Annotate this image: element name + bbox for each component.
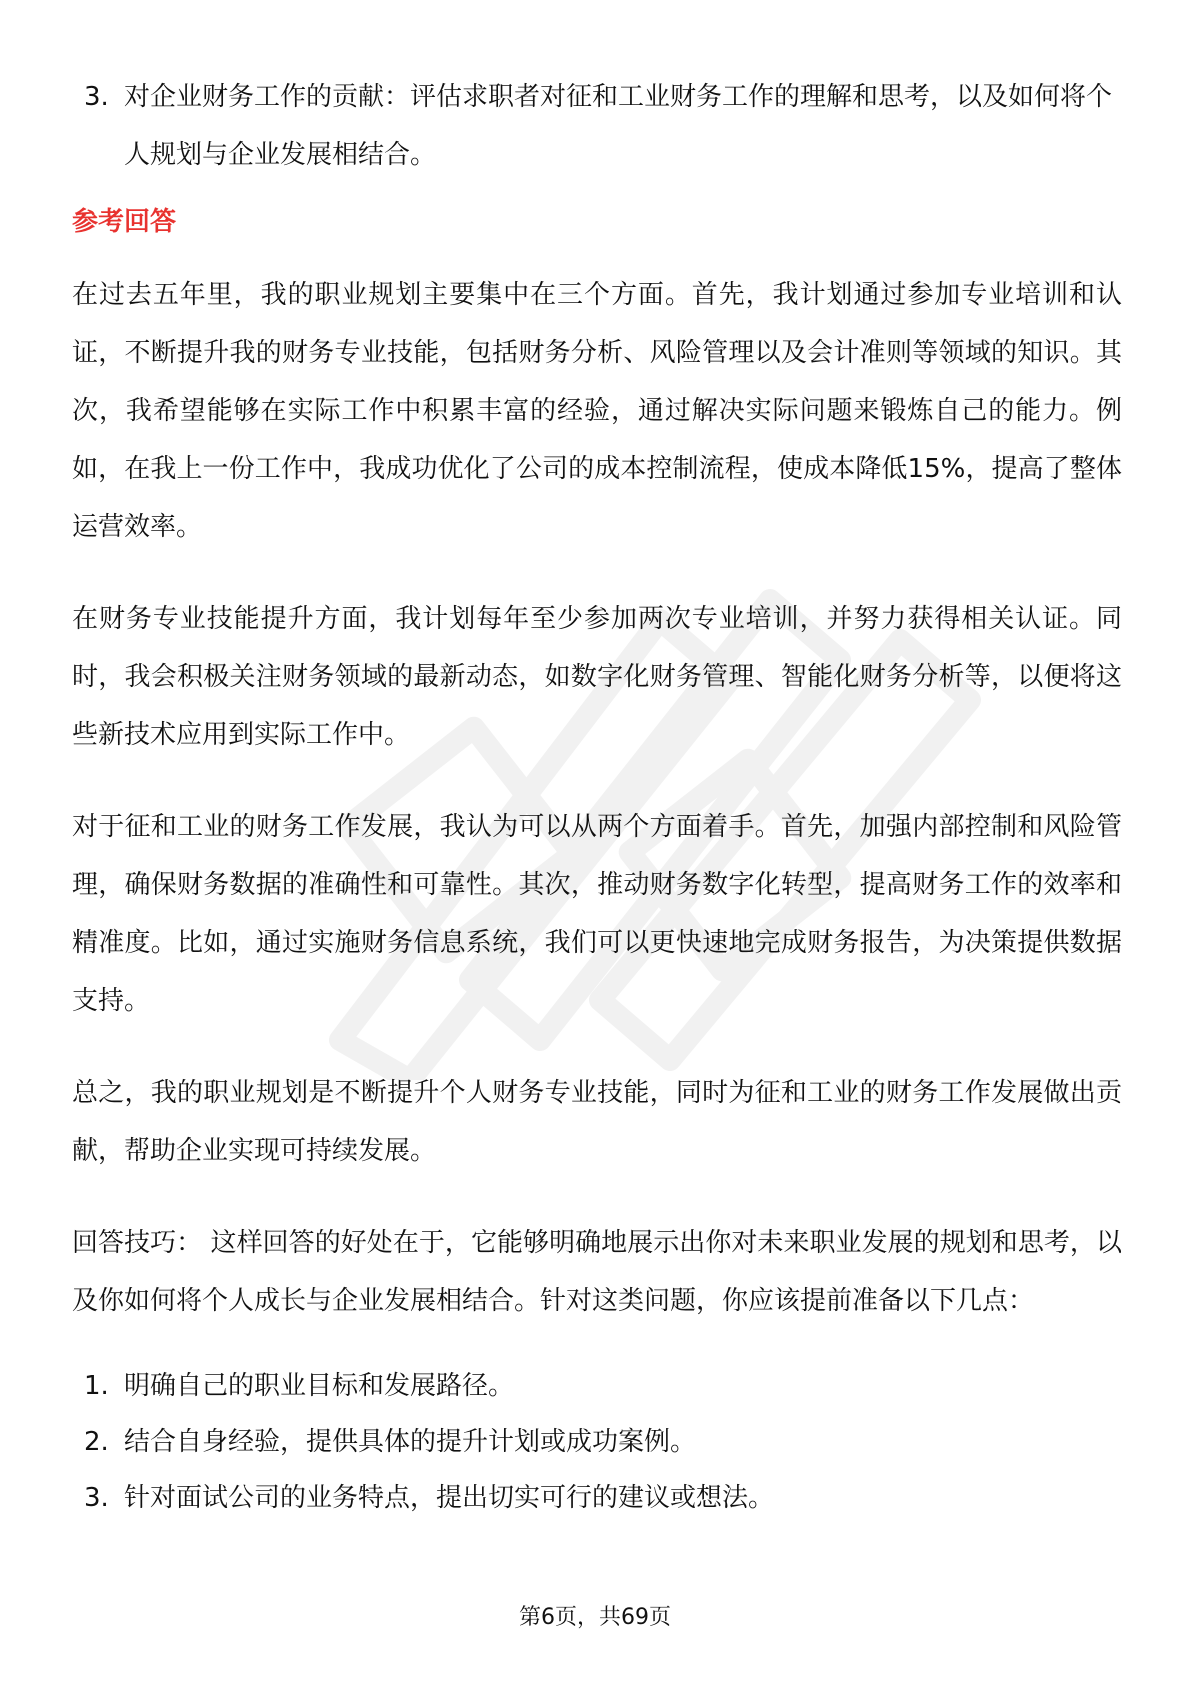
tip-label: 回答技巧： xyxy=(72,1228,203,1258)
list-number: 3. xyxy=(84,1483,109,1513)
list-item xyxy=(72,1358,1122,1414)
list-item-text: 对企业财务工作的贡献：评估求职者对征和工业财务工作的理解和思考，以及如何将个人规划与企业发展相结合。 xyxy=(124,82,1113,170)
paragraph-1: 在过去五年里，我的职业规划主要集中在三个方面。首先，我计划通过参加专业培训和认证，不断提升我的财务专业技能，包括财务分析、风险管理以及会计准则等领域的知识。其次，我希望能够在实际工作中积累丰富的经验，通过解决实际问题来锻炼自己的能力。例如，在我上一份工作中，我成功优化了公司的成本控制流程，使成本降低15%，提高了整体运营效率。 xyxy=(72,280,1122,542)
page-footer: 第6页，共69页 xyxy=(519,1605,671,1630)
list-number: 1. xyxy=(84,1371,109,1401)
list-number: 2. xyxy=(84,1427,109,1457)
tips-list xyxy=(72,1358,1122,1526)
main-content xyxy=(72,68,1122,1526)
list-item xyxy=(72,68,1122,184)
list-number: 3. xyxy=(84,82,109,112)
paragraph-2: 在财务专业技能提升方面，我计划每年至少参加两次专业培训，并努力获得相关认证。同时，我会积极关注财务领域的最新动态，如数字化财务管理、智能化财务分析等，以便将这些新技术应用到实际工作中。 xyxy=(72,604,1122,750)
list-item xyxy=(72,1414,1122,1470)
list-item-text: 明确自己的职业目标和发展路径。 xyxy=(124,1371,515,1401)
paragraph-4: 总之，我的职业规划是不断提升个人财务专业技能，同时为征和工业的财务工作发展做出贡献，帮助企业实现可持续发展。 xyxy=(72,1078,1122,1166)
section-heading: 参考回答 xyxy=(72,207,177,237)
tip-text: 这样回答的好处在于，它能够明确地展示出你对未来职业发展的规划和思考，以及你如何将个人成长与企业发展相结合。针对这类问题，你应该提前准备以下几点： xyxy=(72,1228,1122,1316)
answer-tip xyxy=(72,1214,1122,1330)
list-item-text: 针对面试公司的业务特点，提出切实可行的建议或想法。 xyxy=(124,1483,775,1513)
list-item xyxy=(72,1470,1122,1526)
list-item-text: 结合自身经验，提供具体的提升计划或成功案例。 xyxy=(124,1427,697,1457)
paragraph-3: 对于征和工业的财务工作发展，我认为可以从两个方面着手。首先，加强内部控制和风险管理，确保财务数据的准确性和可靠性。其次，推动财务数字化转型，提高财务工作的效率和精准度。比如，通过实施财务信息系统，我们可以更快速地完成财务报告，为决策提供数据支持。 xyxy=(72,812,1122,1016)
